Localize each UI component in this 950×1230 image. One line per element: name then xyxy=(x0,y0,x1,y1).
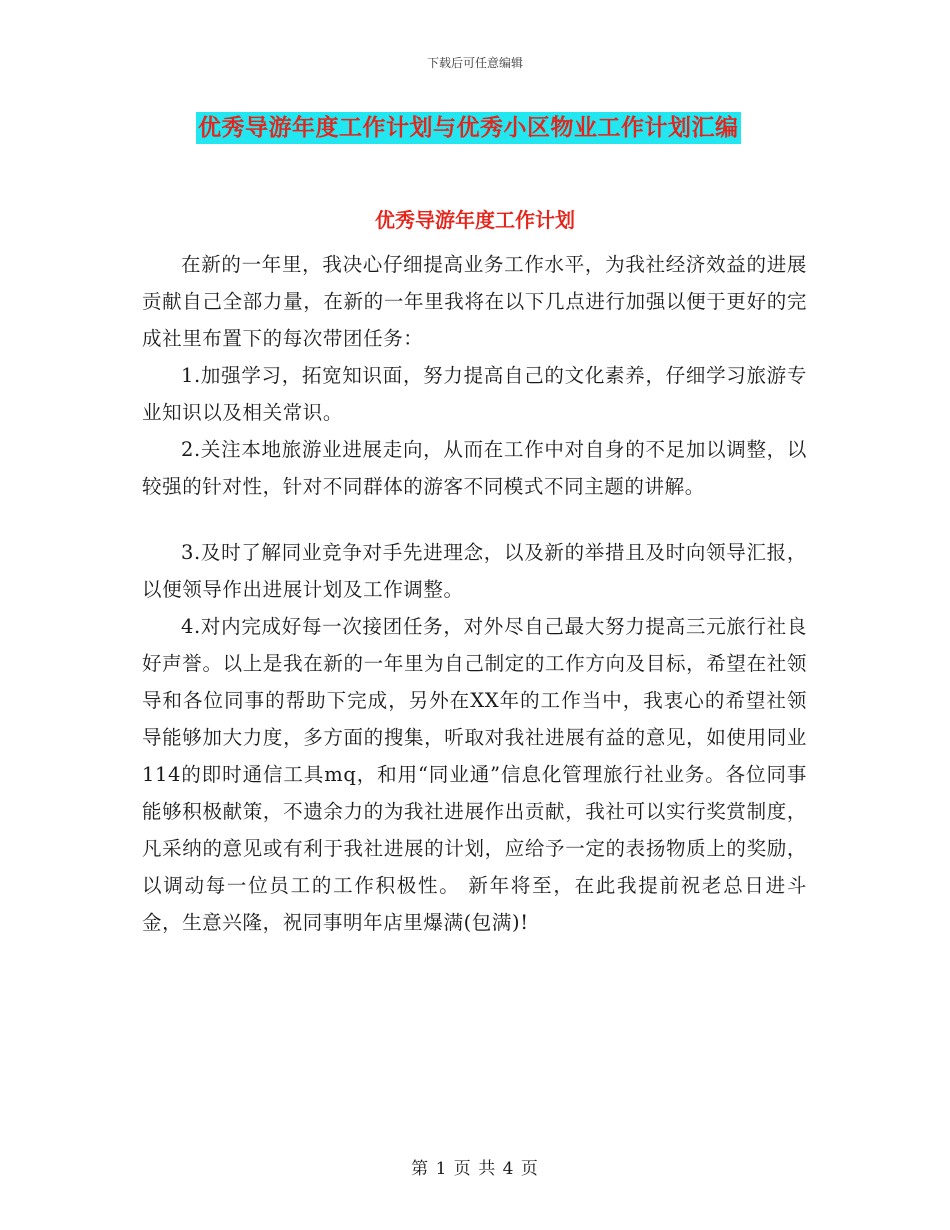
header-note: 下载后可任意编辑 xyxy=(426,56,523,70)
list-item-4: 4.对内完成好每一次接团任务，对外尽自己最大努力提高三元旅行社良好声誉。以上是我在新的一年里为自己制定的工作方向及目标，希望在社领导和各位同事的帮助下完成，另外在XX年的工作当中，我衷心的希望社领导能够加大力度，多方面的搜集，听取对我社进展有益的意见，如使用同业114的即时通信工具mq，和用“同业通”信息化管理旅行社业务。各位同事能够积极献策，不遗余力的为我社进展作出贡献，我社可以实行奖赏制度，凡采纳的意见或有利于我社进展的计划，应给予一定的表扬物质上的奖励，以调动每一位员工的工作积极性。 新年将至，在此我提前祝老总日进斗金，生意兴隆，祝同事明年店里爆满(包满)! xyxy=(142,615,807,934)
list-item-3: 3.及时了解同业竞争对手先进理念，以及新的举措且及时向领导汇报，以便领导作出进展计划及工作调整。 xyxy=(142,541,807,601)
document-body xyxy=(142,246,807,941)
document-main-title: 优秀导游年度工作计划与优秀小区物业工作计划汇编 xyxy=(196,112,741,144)
list-item-2: 2.关注本地旅游业进展走向，从而在工作中对自身的不足加以调整，以较强的针对性，针对不同群体的游客不同模式不同主题的讲解。 xyxy=(142,438,807,498)
section-title: 优秀导游年度工作计划 xyxy=(375,208,575,232)
list-item-1: 1.加强学习，拓宽知识面，努力提高自己的文化素养，仔细学习旅游专业知识以及相关常识。 xyxy=(142,364,807,424)
intro-paragraph: 在新的一年里，我决心仔细提高业务工作水平，为我社经济效益的进展贡献自己全部力量，在新的一年里我将在以下几点进行加强以便于更好的完成社里布置下的每次带团任务： xyxy=(142,253,807,350)
page-number: 第 1 页 共 4 页 xyxy=(411,1159,539,1179)
